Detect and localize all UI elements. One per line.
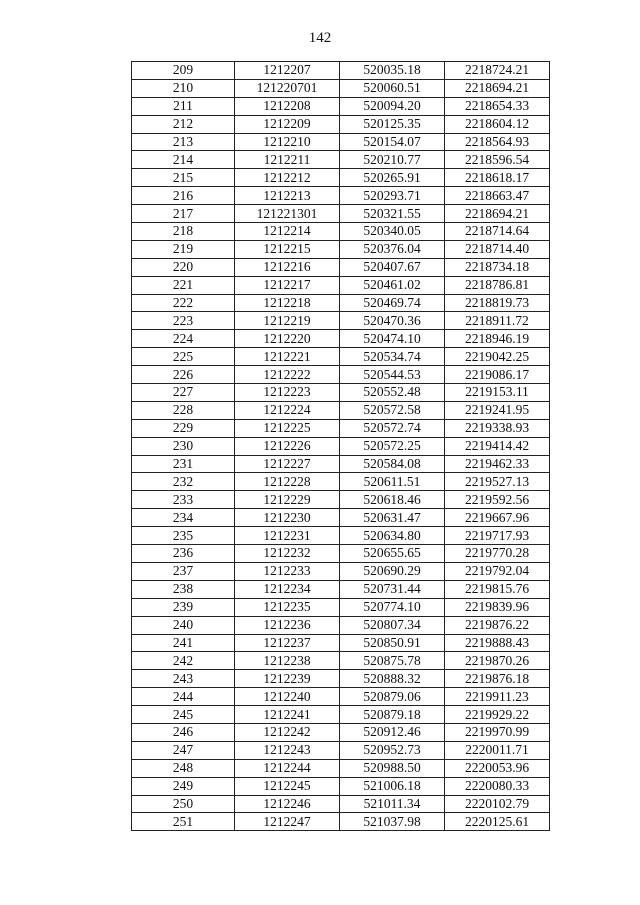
point-number-cell: 210 <box>132 79 235 97</box>
y-coordinate-cell: 2218694.21 <box>445 79 550 97</box>
y-coordinate-cell: 2219870.26 <box>445 652 550 670</box>
table-row <box>132 401 550 419</box>
x-coordinate-cell: 520572.74 <box>340 419 445 437</box>
point-id-cell: 1212208 <box>235 97 340 115</box>
point-number-cell: 227 <box>132 384 235 402</box>
table-row <box>132 240 550 258</box>
table-row <box>132 688 550 706</box>
y-coordinate-cell: 2218911.72 <box>445 312 550 330</box>
y-coordinate-cell: 2219770.28 <box>445 545 550 563</box>
table-row <box>132 580 550 598</box>
table-row <box>132 348 550 366</box>
point-number-cell: 238 <box>132 580 235 598</box>
table-row <box>132 562 550 580</box>
point-number-cell: 215 <box>132 169 235 187</box>
x-coordinate-cell: 520461.02 <box>340 276 445 294</box>
point-id-cell: 1212222 <box>235 366 340 384</box>
point-number-cell: 217 <box>132 205 235 223</box>
table-row <box>132 706 550 724</box>
table-row <box>132 473 550 491</box>
point-id-cell: 1212247 <box>235 813 340 831</box>
x-coordinate-cell: 520631.47 <box>340 509 445 527</box>
x-coordinate-cell: 520988.50 <box>340 759 445 777</box>
point-number-cell: 234 <box>132 509 235 527</box>
table-row <box>132 151 550 169</box>
point-id-cell: 1212216 <box>235 258 340 276</box>
point-number-cell: 209 <box>132 62 235 80</box>
point-id-cell: 1212209 <box>235 115 340 133</box>
table-row <box>132 62 550 80</box>
table-row <box>132 437 550 455</box>
point-id-cell: 1212229 <box>235 491 340 509</box>
point-id-cell: 1212213 <box>235 187 340 205</box>
point-id-cell: 1212244 <box>235 759 340 777</box>
point-id-cell: 1212230 <box>235 509 340 527</box>
x-coordinate-cell: 520731.44 <box>340 580 445 598</box>
table-row <box>132 598 550 616</box>
point-number-cell: 249 <box>132 777 235 795</box>
y-coordinate-cell: 2219153.11 <box>445 384 550 402</box>
point-id-cell: 1212246 <box>235 795 340 813</box>
table-row <box>132 813 550 831</box>
table-row <box>132 509 550 527</box>
point-number-cell: 228 <box>132 401 235 419</box>
x-coordinate-cell: 521006.18 <box>340 777 445 795</box>
point-id-cell: 1212243 <box>235 741 340 759</box>
x-coordinate-cell: 520544.53 <box>340 366 445 384</box>
table-row <box>132 670 550 688</box>
point-number-cell: 224 <box>132 330 235 348</box>
y-coordinate-cell: 2219086.17 <box>445 366 550 384</box>
y-coordinate-cell: 2219876.18 <box>445 670 550 688</box>
y-coordinate-cell: 2218714.64 <box>445 223 550 241</box>
y-coordinate-cell: 2219839.96 <box>445 598 550 616</box>
point-number-cell: 248 <box>132 759 235 777</box>
point-id-cell: 1212227 <box>235 455 340 473</box>
point-id-cell: 1212236 <box>235 616 340 634</box>
point-number-cell: 247 <box>132 741 235 759</box>
point-number-cell: 221 <box>132 276 235 294</box>
y-coordinate-cell: 2218714.40 <box>445 240 550 258</box>
y-coordinate-cell: 2220080.33 <box>445 777 550 795</box>
point-id-cell: 1212233 <box>235 562 340 580</box>
point-id-cell: 1212217 <box>235 276 340 294</box>
point-number-cell: 250 <box>132 795 235 813</box>
x-coordinate-cell: 520407.67 <box>340 258 445 276</box>
point-number-cell: 223 <box>132 312 235 330</box>
point-number-cell: 251 <box>132 813 235 831</box>
y-coordinate-cell: 2219911.23 <box>445 688 550 706</box>
table-row <box>132 527 550 545</box>
table-row <box>132 258 550 276</box>
point-id-cell: 1212210 <box>235 133 340 151</box>
y-coordinate-cell: 2220011.71 <box>445 741 550 759</box>
point-number-cell: 214 <box>132 151 235 169</box>
y-coordinate-cell: 2218694.21 <box>445 205 550 223</box>
x-coordinate-cell: 521011.34 <box>340 795 445 813</box>
x-coordinate-cell: 520094.20 <box>340 97 445 115</box>
x-coordinate-cell: 520321.55 <box>340 205 445 223</box>
point-id-cell: 1212241 <box>235 706 340 724</box>
x-coordinate-cell: 520807.34 <box>340 616 445 634</box>
point-id-cell: 1212214 <box>235 223 340 241</box>
point-id-cell: 1212212 <box>235 169 340 187</box>
table-row <box>132 187 550 205</box>
x-coordinate-cell: 521037.98 <box>340 813 445 831</box>
point-id-cell: 1212242 <box>235 723 340 741</box>
x-coordinate-cell: 520850.91 <box>340 634 445 652</box>
x-coordinate-cell: 520879.18 <box>340 706 445 724</box>
point-id-cell: 1212240 <box>235 688 340 706</box>
table-row <box>132 759 550 777</box>
y-coordinate-cell: 2220053.96 <box>445 759 550 777</box>
point-number-cell: 245 <box>132 706 235 724</box>
point-number-cell: 222 <box>132 294 235 312</box>
point-number-cell: 230 <box>132 437 235 455</box>
y-coordinate-cell: 2218596.54 <box>445 151 550 169</box>
table-row <box>132 330 550 348</box>
y-coordinate-cell: 2219462.33 <box>445 455 550 473</box>
x-coordinate-cell: 520293.71 <box>340 187 445 205</box>
point-number-cell: 233 <box>132 491 235 509</box>
x-coordinate-cell: 520634.80 <box>340 527 445 545</box>
point-number-cell: 240 <box>132 616 235 634</box>
table-row <box>132 634 550 652</box>
y-coordinate-cell: 2219929.22 <box>445 706 550 724</box>
table-row <box>132 545 550 563</box>
x-coordinate-cell: 520618.46 <box>340 491 445 509</box>
point-number-cell: 226 <box>132 366 235 384</box>
table-row <box>132 294 550 312</box>
y-coordinate-cell: 2218946.19 <box>445 330 550 348</box>
x-coordinate-cell: 520340.05 <box>340 223 445 241</box>
table-row <box>132 133 550 151</box>
point-number-cell: 216 <box>132 187 235 205</box>
y-coordinate-cell: 2219414.42 <box>445 437 550 455</box>
point-number-cell: 219 <box>132 240 235 258</box>
table-row <box>132 223 550 241</box>
x-coordinate-cell: 520534.74 <box>340 348 445 366</box>
table-row <box>132 384 550 402</box>
point-number-cell: 225 <box>132 348 235 366</box>
x-coordinate-cell: 520875.78 <box>340 652 445 670</box>
table-row <box>132 169 550 187</box>
point-number-cell: 244 <box>132 688 235 706</box>
x-coordinate-cell: 520952.73 <box>340 741 445 759</box>
point-number-cell: 236 <box>132 545 235 563</box>
point-id-cell: 1212223 <box>235 384 340 402</box>
table-row <box>132 616 550 634</box>
x-coordinate-cell: 520690.29 <box>340 562 445 580</box>
point-number-cell: 211 <box>132 97 235 115</box>
point-id-cell: 1212207 <box>235 62 340 80</box>
x-coordinate-cell: 520912.46 <box>340 723 445 741</box>
table-row <box>132 276 550 294</box>
point-id-cell: 1212220 <box>235 330 340 348</box>
table-row <box>132 366 550 384</box>
x-coordinate-cell: 520210.77 <box>340 151 445 169</box>
point-id-cell: 1212245 <box>235 777 340 795</box>
point-id-cell: 1212225 <box>235 419 340 437</box>
x-coordinate-cell: 520265.91 <box>340 169 445 187</box>
y-coordinate-cell: 2218618.17 <box>445 169 550 187</box>
x-coordinate-cell: 520376.04 <box>340 240 445 258</box>
y-coordinate-cell: 2219970.99 <box>445 723 550 741</box>
y-coordinate-cell: 2219792.04 <box>445 562 550 580</box>
point-number-cell: 212 <box>132 115 235 133</box>
y-coordinate-cell: 2218819.73 <box>445 294 550 312</box>
x-coordinate-cell: 520611.51 <box>340 473 445 491</box>
point-number-cell: 239 <box>132 598 235 616</box>
x-coordinate-cell: 520655.65 <box>340 545 445 563</box>
point-id-cell: 1212235 <box>235 598 340 616</box>
y-coordinate-cell: 2219527.13 <box>445 473 550 491</box>
table-row <box>132 652 550 670</box>
x-coordinate-cell: 520552.48 <box>340 384 445 402</box>
point-number-cell: 246 <box>132 723 235 741</box>
table-row <box>132 115 550 133</box>
point-number-cell: 241 <box>132 634 235 652</box>
x-coordinate-cell: 520879.06 <box>340 688 445 706</box>
table-row <box>132 312 550 330</box>
x-coordinate-cell: 520572.58 <box>340 401 445 419</box>
point-number-cell: 218 <box>132 223 235 241</box>
table-row <box>132 455 550 473</box>
page-number: 142 <box>308 30 332 46</box>
y-coordinate-cell: 2218786.81 <box>445 276 550 294</box>
point-id-cell: 1212221 <box>235 348 340 366</box>
point-id-cell: 1212215 <box>235 240 340 258</box>
y-coordinate-cell: 2220102.79 <box>445 795 550 813</box>
x-coordinate-cell: 520474.10 <box>340 330 445 348</box>
table-row <box>132 79 550 97</box>
x-coordinate-cell: 520035.18 <box>340 62 445 80</box>
point-id-cell: 1212211 <box>235 151 340 169</box>
y-coordinate-cell: 2219815.76 <box>445 580 550 598</box>
point-id-cell: 1212231 <box>235 527 340 545</box>
table-row <box>132 723 550 741</box>
y-coordinate-cell: 2219241.95 <box>445 401 550 419</box>
point-id-cell: 121220701 <box>235 79 340 97</box>
point-id-cell: 1212219 <box>235 312 340 330</box>
table-row <box>132 491 550 509</box>
coordinates-table-body <box>132 62 550 831</box>
table-row <box>132 795 550 813</box>
y-coordinate-cell: 2218604.12 <box>445 115 550 133</box>
point-id-cell: 1212237 <box>235 634 340 652</box>
point-number-cell: 229 <box>132 419 235 437</box>
y-coordinate-cell: 2218663.47 <box>445 187 550 205</box>
table-row <box>132 205 550 223</box>
point-id-cell: 1212226 <box>235 437 340 455</box>
table-row <box>132 777 550 795</box>
x-coordinate-cell: 520888.32 <box>340 670 445 688</box>
coordinates-table <box>131 61 550 831</box>
y-coordinate-cell: 2219667.96 <box>445 509 550 527</box>
point-number-cell: 231 <box>132 455 235 473</box>
point-id-cell: 1212239 <box>235 670 340 688</box>
point-id-cell: 121221301 <box>235 205 340 223</box>
y-coordinate-cell: 2218734.18 <box>445 258 550 276</box>
point-id-cell: 1212228 <box>235 473 340 491</box>
point-number-cell: 243 <box>132 670 235 688</box>
point-number-cell: 213 <box>132 133 235 151</box>
x-coordinate-cell: 520572.25 <box>340 437 445 455</box>
y-coordinate-cell: 2218724.21 <box>445 62 550 80</box>
x-coordinate-cell: 520060.51 <box>340 79 445 97</box>
x-coordinate-cell: 520125.35 <box>340 115 445 133</box>
x-coordinate-cell: 520469.74 <box>340 294 445 312</box>
y-coordinate-cell: 2218564.93 <box>445 133 550 151</box>
y-coordinate-cell: 2219888.43 <box>445 634 550 652</box>
y-coordinate-cell: 2220125.61 <box>445 813 550 831</box>
y-coordinate-cell: 2218654.33 <box>445 97 550 115</box>
y-coordinate-cell: 2219592.56 <box>445 491 550 509</box>
y-coordinate-cell: 2219338.93 <box>445 419 550 437</box>
y-coordinate-cell: 2219042.25 <box>445 348 550 366</box>
table-row <box>132 741 550 759</box>
x-coordinate-cell: 520470.36 <box>340 312 445 330</box>
point-number-cell: 237 <box>132 562 235 580</box>
point-id-cell: 1212238 <box>235 652 340 670</box>
y-coordinate-cell: 2219717.93 <box>445 527 550 545</box>
x-coordinate-cell: 520584.08 <box>340 455 445 473</box>
x-coordinate-cell: 520774.10 <box>340 598 445 616</box>
point-id-cell: 1212224 <box>235 401 340 419</box>
point-number-cell: 232 <box>132 473 235 491</box>
point-number-cell: 235 <box>132 527 235 545</box>
y-coordinate-cell: 2219876.22 <box>445 616 550 634</box>
point-id-cell: 1212232 <box>235 545 340 563</box>
point-id-cell: 1212218 <box>235 294 340 312</box>
point-id-cell: 1212234 <box>235 580 340 598</box>
table-row <box>132 97 550 115</box>
point-number-cell: 220 <box>132 258 235 276</box>
table-row <box>132 419 550 437</box>
point-number-cell: 242 <box>132 652 235 670</box>
x-coordinate-cell: 520154.07 <box>340 133 445 151</box>
